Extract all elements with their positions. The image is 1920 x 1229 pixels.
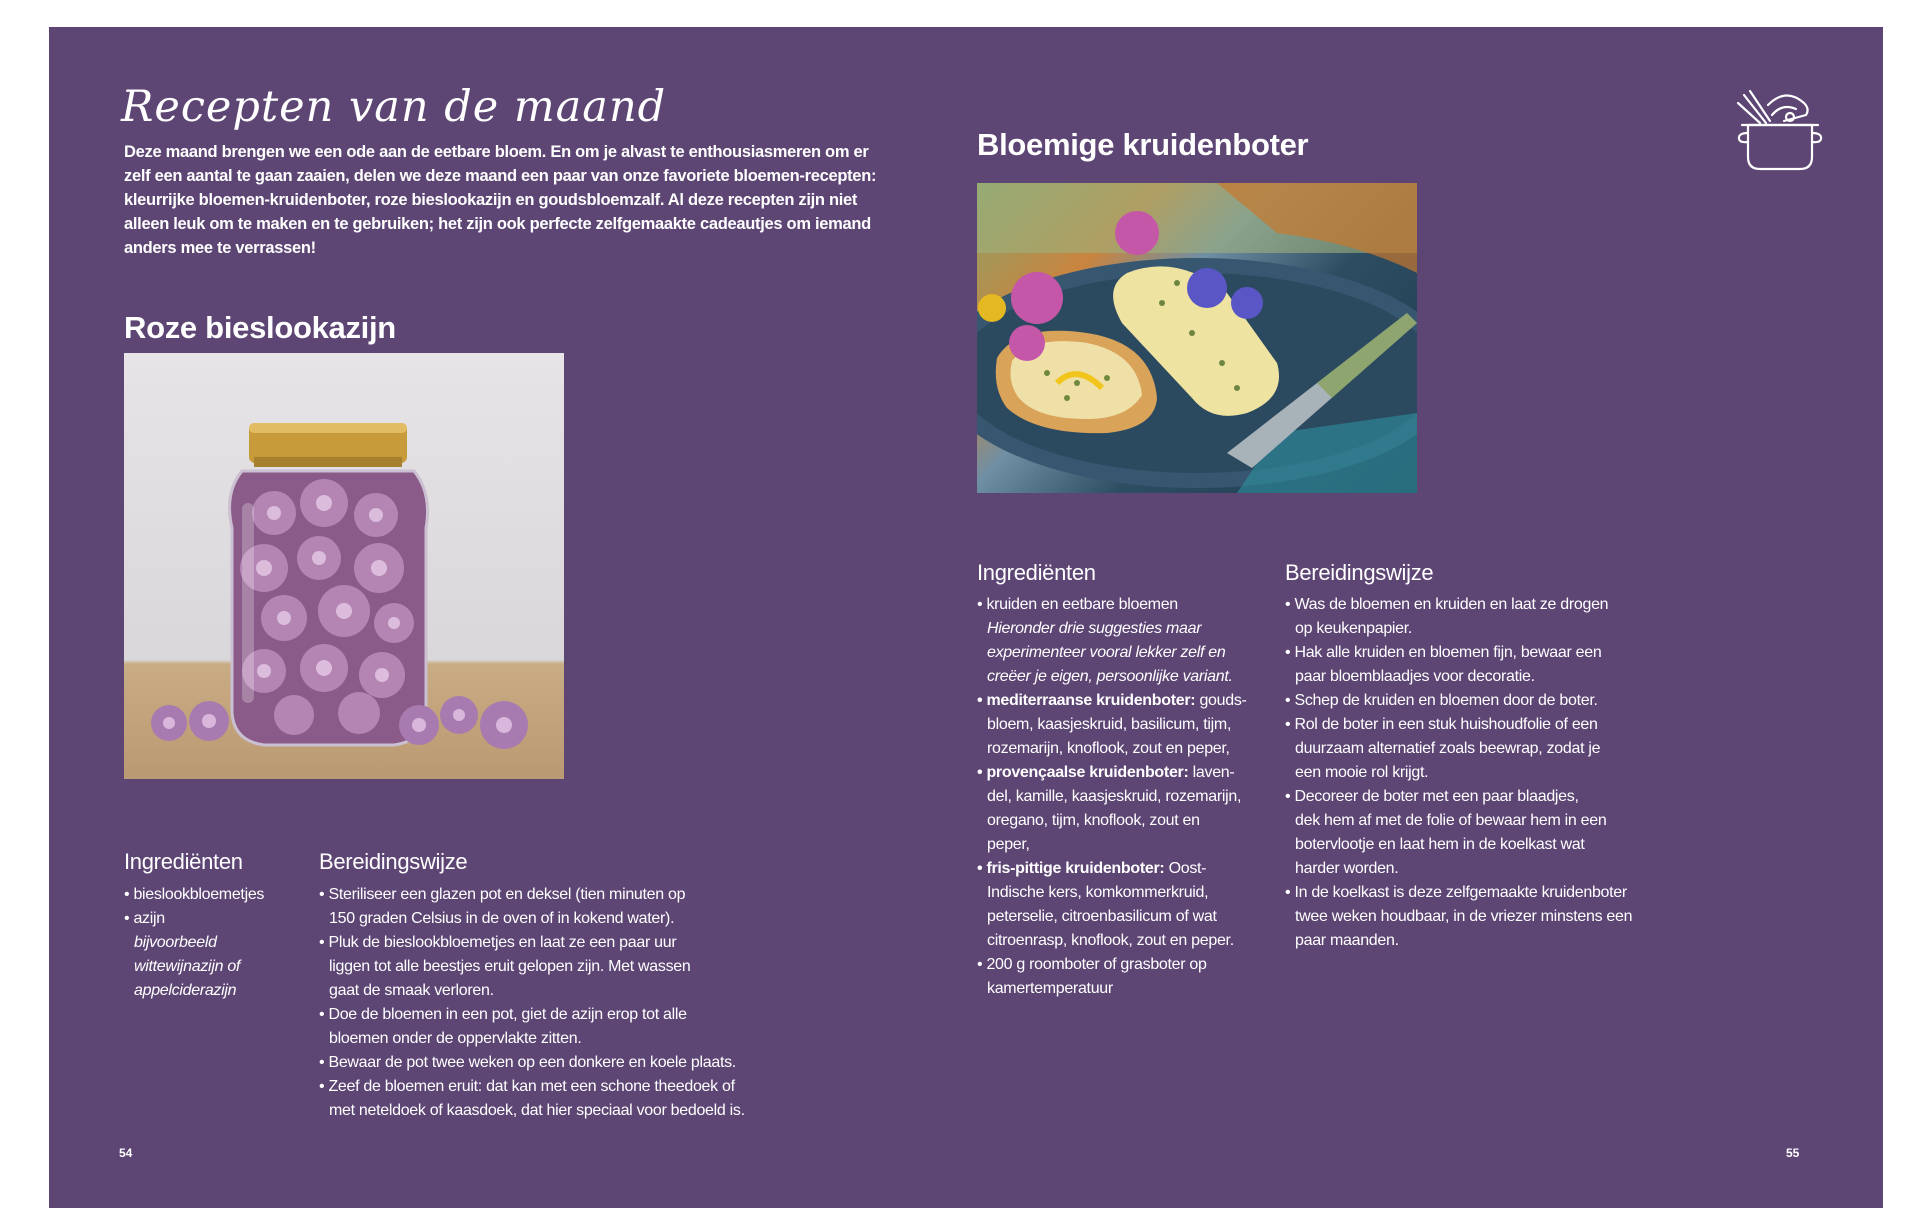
magazine-spread: [49, 27, 1883, 1208]
page-number-left: 54: [119, 1146, 133, 1160]
ingredient-note: wittewijnazijn of: [134, 958, 241, 975]
method-step: • Decoreer de boter met een paar blaadjes,: [1285, 788, 1579, 805]
ingredient-text: gouds-: [1195, 692, 1247, 709]
ingredient-item: [977, 761, 1247, 785]
method-step: paar bloemblaadjes voor decoratie.: [1295, 668, 1535, 685]
ingredient-text: del, kamille, kaasjeskruid, rozemarijn,: [987, 788, 1242, 805]
ingredient-text: citroenrasp, knoflook, zout en peper.: [987, 932, 1234, 949]
intro-paragraph: [124, 140, 877, 260]
method-step: duurzaam alternatief zoals beewrap, zodat je: [1295, 740, 1601, 757]
ingredient-item: • bieslookbloemetjes: [124, 886, 265, 903]
intro-line: alleen leuk om te maken en te gebruiken; het zijn ook perfecte zelfgemaakte cadeautjes om iemand: [124, 215, 871, 233]
ingredient-item: [977, 857, 1247, 881]
ingredient-text: rozemarijn, knoflook, zout en peper,: [987, 740, 1230, 757]
intro-line: zelf een aantal te gaan zaaien, delen we deze maand een paar van onze favoriete bloemen-recepten:: [124, 167, 877, 185]
method-step: • Pluk de bieslookbloemetjes en laat ze een paar uur: [319, 934, 677, 951]
ingredient-variant-name: • fris-pittige kruidenboter:: [977, 860, 1165, 877]
left-page: [49, 27, 966, 1208]
method-step: • Bewaar de pot twee weken op een donkere en koele plaats.: [319, 1054, 736, 1071]
method-step: • Was de bloemen en kruiden en laat ze drogen: [1285, 596, 1609, 613]
method-step: botervlootje en laat hem in de koelkast wat: [1295, 836, 1585, 853]
ingredient-note: experimenteer vooral lekker zelf en: [987, 644, 1226, 661]
ingredient-text: bloem, kaasjeskruid, basilicum, tijm,: [987, 716, 1232, 733]
herb-butter-photo: [977, 183, 1417, 493]
method-step: paar maanden.: [1295, 932, 1399, 949]
method-list-right: [1285, 593, 1632, 953]
method-step: 150 graden Celsius in de oven of in kokend water).: [329, 910, 675, 927]
ingredient-text: oregano, tijm, knoflook, zout en: [987, 812, 1200, 829]
intro-line: Deze maand brengen we een ode aan de eetbare bloem. En om je alvast te enthousiasmeren om er: [124, 143, 869, 161]
intro-line: anders mee te verrassen!: [124, 239, 316, 257]
ingredient-text: laven-: [1188, 764, 1235, 781]
ingredient-note: appelciderazijn: [134, 982, 237, 999]
method-step: gaat de smaak verloren.: [329, 982, 494, 999]
method-step: twee weken houdbaar, in de vriezer minstens een: [1295, 908, 1633, 925]
method-step: • In de koelkast is deze zelfgemaakte kruidenboter: [1285, 884, 1627, 901]
method-step: op keukenpapier.: [1295, 620, 1413, 637]
ingredient-text: Indische kers, komkommerkruid,: [987, 884, 1209, 901]
method-step: • Doe de bloemen in een pot, giet de azijn erop tot alle: [319, 1006, 687, 1023]
ingredients-list-left: [124, 883, 264, 1003]
ingredient-item: [977, 689, 1247, 713]
recipe-title-kruidenboter: Bloemige kruidenboter: [977, 127, 1309, 162]
ingredients-heading-right: Ingrediënten: [977, 560, 1096, 585]
ingredient-text: peterselie, citroenbasilicum of wat: [987, 908, 1217, 925]
intro-line: kleurrijke bloemen-kruidenboter, roze bieslookazijn en goudsbloemzalf. Al deze recepten zijn niet: [124, 191, 858, 209]
recipe-title-bieslookazijn: Roze bieslookazijn: [124, 310, 396, 345]
method-step: • Schep de kruiden en bloemen door de boter.: [1285, 692, 1598, 709]
chive-vinegar-jar-photo: [124, 353, 564, 779]
ingredient-note: Hieronder drie suggesties maar: [987, 620, 1202, 637]
ingredient-text: Oost-: [1164, 860, 1207, 877]
ingredient-item: • 200 g roomboter of grasboter op: [977, 956, 1207, 973]
ingredients-heading-left: Ingrediënten: [124, 849, 243, 874]
page-number-right: 55: [1786, 1146, 1800, 1160]
ingredient-text: kamertemperatuur: [987, 980, 1113, 997]
method-step: dek hem af met de folie of bewaar hem in een: [1295, 812, 1607, 829]
ingredient-note: bijvoorbeeld: [134, 934, 217, 951]
ingredient-note: creëer je eigen, persoonlijke variant.: [987, 668, 1233, 685]
cooking-pot-icon: [1726, 77, 1826, 177]
ingredients-list-right: [977, 593, 1247, 1001]
method-step: met neteldoek of kaasdoek, dat hier speciaal voor bedoeld is.: [329, 1102, 745, 1119]
method-step: liggen tot alle beestjes eruit gelopen zijn. Met wassen: [329, 958, 691, 975]
method-heading-right: Bereidingswijze: [1285, 560, 1434, 585]
method-step: een mooie rol krijgt.: [1295, 764, 1429, 781]
method-step: • Hak alle kruiden en bloemen fijn, bewaar een: [1285, 644, 1602, 661]
method-step: harder worden.: [1295, 860, 1399, 877]
method-step: • Rol de boter in een stuk huishoudfolie of een: [1285, 716, 1598, 733]
ingredient-variant-name: • mediterraanse kruidenboter:: [977, 692, 1196, 709]
section-title: Recepten van de maand: [121, 82, 667, 132]
method-heading-left: Bereidingswijze: [319, 849, 468, 874]
method-step: • Steriliseer een glazen pot en deksel (tien minuten op: [319, 886, 686, 903]
method-step: bloemen onder de oppervlakte zitten.: [329, 1030, 582, 1047]
right-page: [966, 27, 1883, 1208]
ingredient-item: • kruiden en eetbare bloemen: [977, 596, 1178, 613]
method-step: • Zeef de bloemen eruit: dat kan met een schone theedoek of: [319, 1078, 735, 1095]
ingredient-variant-name: • provençaalse kruidenboter:: [977, 764, 1189, 781]
method-list-left: [319, 883, 745, 1123]
ingredient-text: peper,: [987, 836, 1030, 853]
ingredient-item: • azijn: [124, 910, 165, 927]
